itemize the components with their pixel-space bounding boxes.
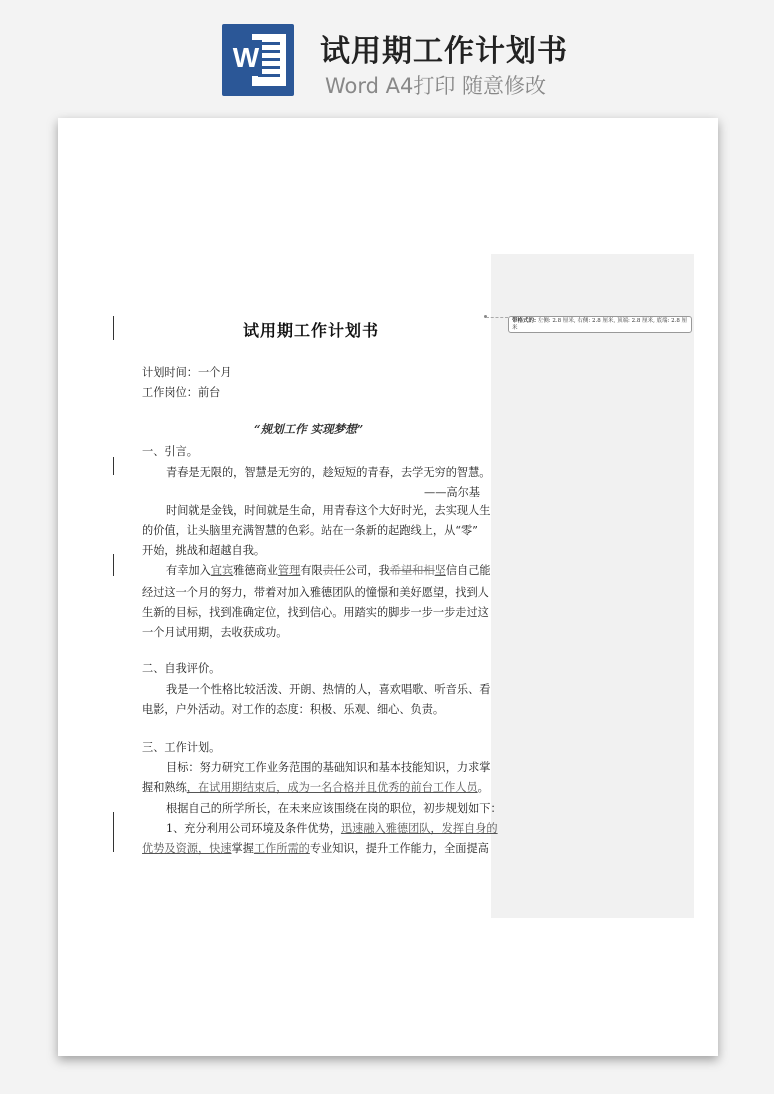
quote-author: ——高尔基 [424, 486, 480, 499]
inserted-text: ，在试用期结束后，成为一名合格并且优秀的前台工作人员 [186, 781, 478, 794]
paragraph-line-tracked [142, 779, 489, 795]
text-run: 专业知识，提升工作能力，全面提高 [309, 842, 489, 855]
document-page [58, 118, 718, 1056]
paragraph-line-tracked [166, 562, 491, 578]
inserted-text: 优势及资源，快速 [142, 842, 232, 855]
motto: “规划工作 实现梦想” [254, 422, 364, 436]
paragraph-line-tracked [166, 820, 498, 836]
text-run: 有限 [300, 564, 323, 577]
paragraph-line: 根据自己的所学所长，在未来应该围绕在岗的职位，初步规划如下： [166, 802, 502, 815]
balloon-label: 带格式的: [512, 318, 537, 324]
banner-title: 试用期工作计划书 [320, 34, 568, 69]
change-bar [113, 316, 114, 340]
quote-line: 青春是无限的，智慧是无穷的，趁短短的青春，去学无穷的智慧。 [166, 466, 491, 479]
inserted-text: 工作所需的 [253, 842, 310, 855]
balloon-text: 左侧: 2.8 厘米, 右侧: 2.8 厘米, 顶端: 2.8 厘米, 底端: 2.8 厘米 [512, 318, 688, 331]
section-heading: 一、引言。 [142, 445, 198, 458]
change-bar [113, 457, 114, 475]
post-line: 工作岗位：前台 [142, 386, 221, 399]
inserted-text: 迅速融入雅德团队，发挥自身的 [340, 822, 498, 835]
text-run: 掌握 [231, 842, 254, 855]
paragraph-line: 的价值，让头脑里充满智慧的色彩。站在一条新的起跑线上，从“零” [142, 524, 478, 537]
deleted-text: 责任 [322, 564, 346, 577]
change-bar [113, 812, 114, 852]
section-heading: 二、自我评价。 [142, 662, 221, 675]
text-run: 。 [477, 781, 489, 794]
paragraph-line: 电影，户外活动。对工作的态度：积极、乐观、细心、负责。 [142, 703, 445, 716]
format-change-balloon[interactable] [508, 316, 692, 333]
change-bar [113, 554, 114, 576]
markup-margin-panel [491, 254, 694, 918]
document-title: 试用期工作计划书 [243, 321, 380, 340]
paragraph-line: 目标：努力研究工作业务范围的基础知识和基本技能知识，力求掌 [166, 761, 491, 774]
text-run: 公司，我 [345, 564, 390, 577]
paragraph-line: 我是一个性格比较活泼、开朗、热情的人，喜欢唱歌、听音乐、看 [166, 683, 491, 696]
inserted-text: 坚 [434, 564, 446, 577]
section-heading: 三、工作计划。 [142, 741, 221, 754]
plan-time-line: 计划时间：一个月 [142, 366, 232, 379]
banner-subtitle: Word A4打印 随意修改 [325, 74, 547, 98]
paragraph-line-tracked [142, 840, 489, 856]
text-run: 1、充分利用公司环境及条件优势， [166, 822, 341, 835]
comment-connector [486, 317, 508, 319]
text-run: 信自己能 [445, 564, 491, 577]
text-run: 握和熟练 [142, 781, 187, 794]
deleted-text: 希望和相 [389, 564, 435, 577]
paragraph-line: 开始，挑战和超越自我。 [142, 544, 266, 557]
paragraph-line: 生新的目标，找到准确定位，找到信心。用踏实的脚步一步一步走过这 [142, 606, 489, 619]
paragraph-line: 时间就是金钱，时间就是生命，用青春这个大好时光，去实现人生 [166, 504, 491, 517]
inserted-text: 管理 [277, 564, 301, 577]
text-run: 有幸加入 [166, 564, 211, 577]
word-letter-icon: W [230, 40, 262, 76]
inserted-text: 宜宾 [210, 564, 234, 577]
paragraph-line: 一个月试用期，去收获成功。 [142, 626, 288, 639]
paragraph-line: 经过这一个月的努力，带着对加入雅德团队的憧憬和美好愿望，找到人 [142, 586, 489, 599]
text-run: 雅德商业 [233, 564, 278, 577]
word-app-icon [222, 24, 294, 96]
